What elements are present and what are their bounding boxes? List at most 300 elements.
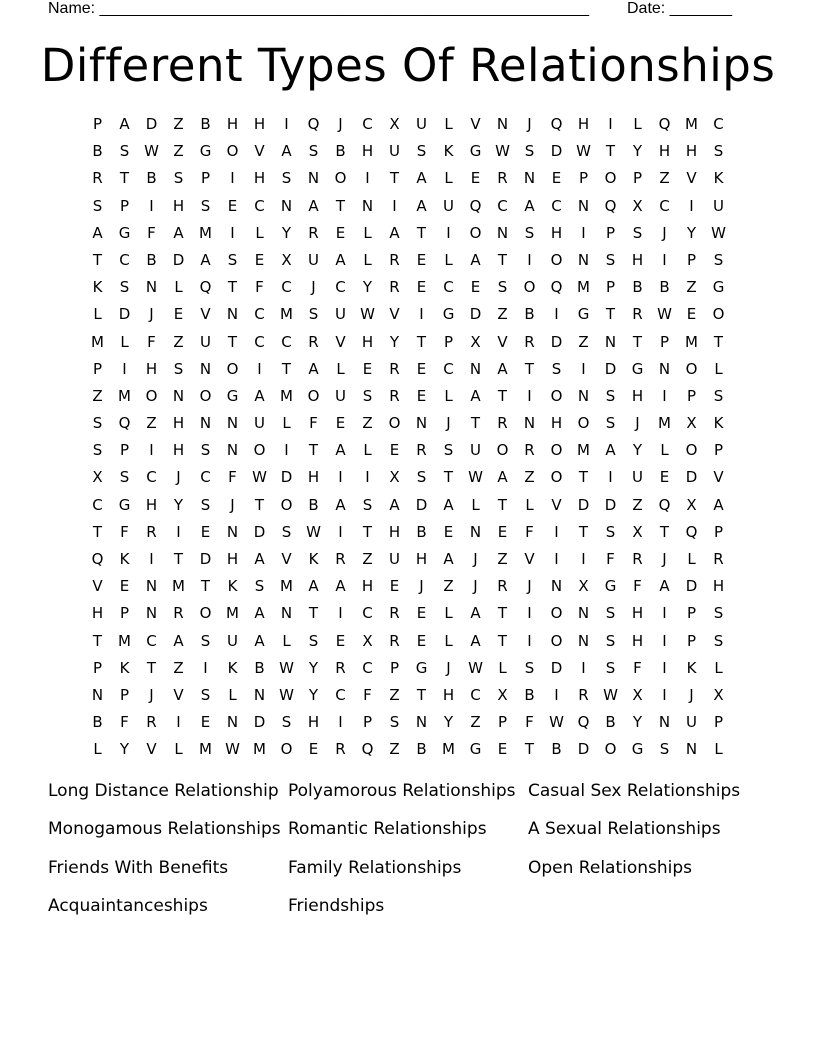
grid-letter[interactable]: Y <box>632 441 643 460</box>
grid-letter[interactable]: L <box>714 740 723 759</box>
grid-letter[interactable]: O <box>496 441 509 460</box>
grid-letter[interactable]: O <box>307 386 320 405</box>
grid-letter[interactable]: S <box>416 468 427 487</box>
grid-letter[interactable]: R <box>389 278 400 297</box>
grid-letter[interactable]: I <box>554 685 559 704</box>
grid-letter[interactable]: S <box>605 386 616 405</box>
grid-letter[interactable]: J <box>149 685 154 704</box>
grid-letter[interactable]: S <box>200 631 211 650</box>
grid-letter[interactable]: P <box>632 169 643 188</box>
grid-letter[interactable]: N <box>577 631 590 650</box>
grid-letter[interactable]: H <box>361 332 374 351</box>
grid-letter[interactable]: V <box>200 305 211 324</box>
grid-letter[interactable]: U <box>686 713 697 732</box>
grid-letter[interactable]: A <box>308 577 319 596</box>
grid-letter[interactable]: Z <box>92 386 103 405</box>
grid-letter[interactable]: G <box>415 658 428 677</box>
grid-letter[interactable]: N <box>280 196 293 215</box>
grid-letter[interactable]: S <box>632 223 643 242</box>
grid-letter[interactable]: T <box>227 332 238 351</box>
grid-letter[interactable]: X <box>470 332 481 351</box>
grid-letter[interactable]: R <box>389 359 400 378</box>
grid-letter[interactable]: H <box>253 115 266 133</box>
grid-letter[interactable]: A <box>335 441 346 460</box>
grid-letter[interactable]: H <box>172 196 185 215</box>
grid-letter[interactable]: W <box>495 142 510 161</box>
grid-letter[interactable]: Z <box>173 332 184 351</box>
grid-letter[interactable]: L <box>255 223 264 242</box>
grid-letter[interactable]: T <box>335 196 346 215</box>
grid-letter[interactable]: N <box>199 414 212 433</box>
grid-letter[interactable]: M <box>442 740 455 759</box>
grid-letter[interactable]: S <box>281 169 292 188</box>
grid-letter[interactable]: X <box>686 414 697 433</box>
grid-letter[interactable]: B <box>524 305 535 324</box>
grid-letter[interactable]: D <box>280 468 293 487</box>
grid-letter[interactable]: I <box>392 196 397 215</box>
grid-letter[interactable]: A <box>254 386 265 405</box>
grid-letter[interactable]: P <box>443 332 454 351</box>
grid-letter[interactable]: L <box>444 604 453 623</box>
grid-letter[interactable]: P <box>119 685 130 704</box>
grid-letter[interactable]: S <box>605 604 616 623</box>
grid-letter[interactable]: H <box>550 414 563 433</box>
grid-letter[interactable]: L <box>363 441 372 460</box>
grid-letter[interactable]: C <box>659 196 670 215</box>
grid-letter[interactable]: I <box>419 305 424 324</box>
grid-letter[interactable]: H <box>658 142 671 161</box>
grid-letter[interactable]: M <box>226 604 239 623</box>
grid-letter[interactable]: J <box>176 468 181 487</box>
grid-letter[interactable]: M <box>199 223 212 242</box>
grid-letter[interactable]: I <box>608 115 613 133</box>
grid-letter[interactable]: T <box>443 468 454 487</box>
grid-letter[interactable]: Z <box>632 495 643 514</box>
grid-letter[interactable]: P <box>713 522 724 541</box>
grid-letter[interactable]: I <box>230 169 235 188</box>
grid-letter[interactable]: S <box>92 414 103 433</box>
grid-letter[interactable]: Q <box>199 278 212 297</box>
grid-letter[interactable]: H <box>712 577 725 596</box>
grid-letter[interactable]: O <box>199 386 212 405</box>
grid-letter[interactable]: O <box>226 359 239 378</box>
grid-letter[interactable]: A <box>308 196 319 215</box>
grid-letter[interactable]: D <box>577 495 590 514</box>
grid-letter[interactable]: T <box>578 468 589 487</box>
grid-letter[interactable]: N <box>226 713 239 732</box>
grid-letter[interactable]: I <box>662 604 667 623</box>
grid-letter[interactable]: U <box>335 305 346 324</box>
grid-letter[interactable]: L <box>471 495 480 514</box>
grid-letter[interactable]: L <box>660 441 669 460</box>
date-field-label[interactable]: Date: _______ <box>627 0 732 17</box>
grid-letter[interactable]: J <box>149 305 154 324</box>
grid-letter[interactable]: M <box>280 386 293 405</box>
grid-letter[interactable]: R <box>497 577 508 596</box>
grid-letter[interactable]: S <box>200 685 211 704</box>
grid-letter[interactable]: D <box>199 550 212 568</box>
grid-letter[interactable]: H <box>307 713 320 732</box>
grid-letter[interactable]: T <box>632 332 643 351</box>
grid-letter[interactable]: R <box>146 713 157 732</box>
grid-letter[interactable]: I <box>554 305 559 324</box>
grid-letter[interactable]: T <box>254 495 265 514</box>
grid-letter[interactable]: I <box>203 658 208 677</box>
grid-letter[interactable]: D <box>604 495 617 514</box>
grid-letter[interactable]: A <box>713 495 724 514</box>
grid-letter[interactable]: C <box>443 359 454 378</box>
grid-letter[interactable]: N <box>199 359 212 378</box>
grid-letter[interactable]: Z <box>389 740 400 759</box>
grid-letter[interactable]: V <box>686 169 697 188</box>
grid-letter[interactable]: C <box>200 468 211 487</box>
grid-letter[interactable]: T <box>497 495 508 514</box>
grid-letter[interactable]: C <box>254 196 265 215</box>
grid-letter[interactable]: F <box>147 332 156 351</box>
grid-letter[interactable]: J <box>473 550 478 568</box>
grid-letter[interactable]: M <box>280 577 293 596</box>
grid-letter[interactable]: E <box>389 441 400 460</box>
grid-letter[interactable]: K <box>713 169 724 188</box>
grid-letter[interactable]: L <box>93 305 102 324</box>
grid-letter[interactable]: J <box>689 685 694 704</box>
grid-letter[interactable]: K <box>713 414 724 433</box>
grid-letter[interactable]: G <box>118 495 131 514</box>
grid-letter[interactable]: E <box>416 359 427 378</box>
grid-letter[interactable]: V <box>173 685 184 704</box>
grid-letter[interactable]: A <box>524 196 535 215</box>
grid-letter[interactable]: P <box>119 441 130 460</box>
grid-letter[interactable]: J <box>338 115 343 133</box>
grid-letter[interactable]: E <box>551 169 562 188</box>
name-field-label[interactable]: Name: _______________________________________________________ <box>48 0 589 17</box>
grid-letter[interactable]: Q <box>118 414 131 433</box>
grid-letter[interactable]: W <box>279 685 294 704</box>
grid-letter[interactable]: U <box>308 250 319 269</box>
grid-letter[interactable]: C <box>551 196 562 215</box>
grid-letter[interactable]: P <box>686 631 697 650</box>
grid-letter[interactable]: R <box>335 740 346 759</box>
grid-letter[interactable]: I <box>257 359 262 378</box>
grid-letter[interactable]: A <box>389 223 400 242</box>
grid-letter[interactable]: Y <box>632 142 643 161</box>
grid-letter[interactable]: O <box>712 305 725 324</box>
grid-letter[interactable]: V <box>146 740 157 759</box>
grid-letter[interactable]: D <box>145 115 158 133</box>
grid-letter[interactable]: R <box>632 305 643 324</box>
grid-letter[interactable]: S <box>605 658 616 677</box>
grid-letter[interactable]: A <box>416 196 427 215</box>
grid-letter[interactable]: I <box>338 713 343 732</box>
grid-letter[interactable]: O <box>199 604 212 623</box>
grid-letter[interactable]: Y <box>632 713 643 732</box>
grid-letter[interactable]: D <box>577 740 590 759</box>
grid-letter[interactable]: R <box>578 685 589 704</box>
grid-letter[interactable]: I <box>338 604 343 623</box>
grid-letter[interactable]: E <box>335 223 346 242</box>
grid-letter[interactable]: N <box>415 713 428 732</box>
grid-letter[interactable]: D <box>685 577 698 596</box>
grid-letter[interactable]: S <box>362 386 373 405</box>
grid-letter[interactable]: O <box>550 441 563 460</box>
grid-letter[interactable]: S <box>254 577 265 596</box>
grid-letter[interactable]: N <box>577 386 590 405</box>
grid-letter[interactable]: I <box>608 468 613 487</box>
grid-letter[interactable]: L <box>444 386 453 405</box>
grid-letter[interactable]: I <box>176 713 181 732</box>
grid-letter[interactable]: S <box>119 142 130 161</box>
grid-letter[interactable]: C <box>281 332 292 351</box>
grid-letter[interactable]: T <box>173 550 184 568</box>
grid-letter[interactable]: Y <box>308 658 319 677</box>
grid-letter[interactable]: I <box>149 441 154 460</box>
grid-letter[interactable]: L <box>120 332 129 351</box>
grid-letter[interactable]: B <box>92 713 103 732</box>
grid-letter[interactable]: O <box>469 223 482 242</box>
grid-letter[interactable]: Q <box>550 115 563 133</box>
grid-letter[interactable]: O <box>145 386 158 405</box>
grid-letter[interactable]: A <box>335 577 346 596</box>
grid-letter[interactable]: A <box>659 577 670 596</box>
grid-letter[interactable]: A <box>416 169 427 188</box>
grid-letter[interactable]: J <box>527 115 532 133</box>
grid-letter[interactable]: W <box>576 142 591 161</box>
grid-letter[interactable]: S <box>713 631 724 650</box>
grid-letter[interactable]: F <box>147 223 156 242</box>
grid-letter[interactable]: A <box>605 441 616 460</box>
grid-letter[interactable]: F <box>120 522 129 541</box>
grid-letter[interactable]: N <box>469 522 482 541</box>
grid-letter[interactable]: W <box>549 713 564 732</box>
grid-letter[interactable]: H <box>172 414 185 433</box>
grid-letter[interactable]: A <box>254 631 265 650</box>
grid-letter[interactable]: R <box>146 522 157 541</box>
grid-letter[interactable]: B <box>92 142 103 161</box>
grid-letter[interactable]: X <box>497 685 508 704</box>
grid-letter[interactable]: C <box>146 468 157 487</box>
grid-letter[interactable]: A <box>389 495 400 514</box>
grid-letter[interactable]: E <box>497 522 508 541</box>
grid-letter[interactable]: Z <box>443 577 454 596</box>
grid-letter[interactable]: G <box>199 142 212 161</box>
grid-letter[interactable]: L <box>714 658 723 677</box>
grid-letter[interactable]: B <box>551 740 562 759</box>
grid-letter[interactable]: J <box>635 414 640 433</box>
grid-letter[interactable]: K <box>119 658 130 677</box>
grid-letter[interactable]: O <box>577 414 590 433</box>
grid-letter[interactable]: O <box>280 740 293 759</box>
grid-letter[interactable]: L <box>282 414 291 433</box>
grid-letter[interactable]: K <box>119 550 130 568</box>
grid-letter[interactable]: T <box>200 577 211 596</box>
grid-letter[interactable]: M <box>577 441 590 460</box>
grid-letter[interactable]: H <box>631 604 644 623</box>
grid-letter[interactable]: S <box>713 386 724 405</box>
grid-letter[interactable]: T <box>362 522 373 541</box>
grid-letter[interactable]: B <box>146 250 157 269</box>
grid-letter[interactable]: R <box>632 550 643 568</box>
grid-letter[interactable]: H <box>631 631 644 650</box>
grid-letter[interactable]: O <box>685 441 698 460</box>
grid-letter[interactable]: C <box>254 332 265 351</box>
grid-letter[interactable]: H <box>145 359 158 378</box>
grid-letter[interactable]: E <box>335 414 346 433</box>
grid-letter[interactable]: S <box>443 441 454 460</box>
grid-letter[interactable]: T <box>416 685 427 704</box>
grid-letter[interactable]: B <box>335 142 346 161</box>
grid-letter[interactable]: Q <box>658 115 671 133</box>
grid-letter[interactable]: P <box>119 604 130 623</box>
grid-letter[interactable]: N <box>307 169 320 188</box>
grid-letter[interactable]: S <box>119 278 130 297</box>
grid-letter[interactable]: C <box>335 278 346 297</box>
grid-letter[interactable]: F <box>633 577 642 596</box>
grid-letter[interactable]: T <box>605 305 616 324</box>
grid-letter[interactable]: D <box>550 332 563 351</box>
grid-letter[interactable]: T <box>524 740 535 759</box>
grid-letter[interactable]: J <box>662 223 667 242</box>
grid-letter[interactable]: V <box>713 468 724 487</box>
grid-letter[interactable]: L <box>228 685 237 704</box>
grid-letter[interactable]: S <box>119 468 130 487</box>
grid-letter[interactable]: C <box>92 495 103 514</box>
grid-letter[interactable]: E <box>416 386 427 405</box>
grid-letter[interactable]: O <box>604 740 617 759</box>
grid-letter[interactable]: L <box>444 169 453 188</box>
grid-letter[interactable]: W <box>603 685 618 704</box>
grid-letter[interactable]: K <box>227 577 238 596</box>
grid-letter[interactable]: N <box>496 223 509 242</box>
grid-letter[interactable]: T <box>92 250 103 269</box>
grid-letter[interactable]: F <box>363 685 372 704</box>
grid-letter[interactable]: Q <box>685 522 698 541</box>
grid-letter[interactable]: A <box>335 495 346 514</box>
grid-letter[interactable]: O <box>226 142 239 161</box>
grid-letter[interactable]: Z <box>497 305 508 324</box>
grid-letter[interactable]: L <box>498 658 507 677</box>
grid-letter[interactable]: O <box>280 495 293 514</box>
grid-letter[interactable]: Z <box>470 713 481 732</box>
grid-letter[interactable]: T <box>470 414 481 433</box>
grid-letter[interactable]: V <box>551 495 562 514</box>
grid-letter[interactable]: U <box>335 386 346 405</box>
grid-letter[interactable]: W <box>144 142 159 161</box>
grid-letter[interactable]: R <box>389 386 400 405</box>
grid-letter[interactable]: Y <box>389 332 400 351</box>
grid-letter[interactable]: C <box>119 250 130 269</box>
grid-letter[interactable]: B <box>632 278 643 297</box>
grid-letter[interactable]: H <box>226 115 239 133</box>
grid-letter[interactable]: R <box>308 223 319 242</box>
grid-letter[interactable]: B <box>659 278 670 297</box>
grid-letter[interactable]: E <box>362 359 373 378</box>
grid-letter[interactable]: Z <box>173 115 184 133</box>
grid-letter[interactable]: S <box>92 441 103 460</box>
grid-letter[interactable]: N <box>145 278 158 297</box>
grid-letter[interactable]: L <box>174 740 183 759</box>
grid-letter[interactable]: S <box>416 142 427 161</box>
grid-letter[interactable]: O <box>388 414 401 433</box>
grid-letter[interactable]: A <box>335 250 346 269</box>
grid-letter[interactable]: W <box>711 223 726 242</box>
grid-letter[interactable]: I <box>662 250 667 269</box>
grid-letter[interactable]: E <box>227 196 238 215</box>
grid-letter[interactable]: N <box>577 250 590 269</box>
grid-letter[interactable]: K <box>308 550 319 568</box>
grid-letter[interactable]: T <box>227 278 238 297</box>
grid-letter[interactable]: V <box>335 332 346 351</box>
grid-letter[interactable]: G <box>577 305 590 324</box>
grid-letter[interactable]: W <box>468 658 483 677</box>
grid-letter[interactable]: R <box>173 604 184 623</box>
grid-letter[interactable]: N <box>280 604 293 623</box>
grid-letter[interactable]: D <box>253 522 266 541</box>
grid-letter[interactable]: S <box>659 740 670 759</box>
grid-letter[interactable]: C <box>281 278 292 297</box>
grid-letter[interactable]: E <box>200 713 211 732</box>
grid-letter[interactable]: L <box>363 250 372 269</box>
grid-letter[interactable]: M <box>658 414 671 433</box>
grid-letter[interactable]: N <box>604 332 617 351</box>
grid-letter[interactable]: O <box>334 169 347 188</box>
grid-letter[interactable]: X <box>713 685 724 704</box>
grid-letter[interactable]: Z <box>389 685 400 704</box>
grid-letter[interactable]: R <box>497 169 508 188</box>
grid-letter[interactable]: P <box>578 169 589 188</box>
grid-letter[interactable]: T <box>119 169 130 188</box>
grid-letter[interactable]: Q <box>658 495 671 514</box>
grid-letter[interactable]: A <box>254 550 265 568</box>
grid-letter[interactable]: R <box>335 550 346 568</box>
grid-letter[interactable]: S <box>551 359 562 378</box>
grid-letter[interactable]: A <box>200 250 211 269</box>
grid-letter[interactable]: I <box>122 359 127 378</box>
grid-letter[interactable]: U <box>389 142 400 161</box>
grid-letter[interactable]: Q <box>550 278 563 297</box>
grid-letter[interactable]: M <box>685 332 698 351</box>
grid-letter[interactable]: P <box>362 713 373 732</box>
grid-letter[interactable]: E <box>119 577 130 596</box>
grid-letter[interactable]: P <box>605 223 616 242</box>
grid-letter[interactable]: A <box>470 631 481 650</box>
grid-letter[interactable]: T <box>497 250 508 269</box>
grid-letter[interactable]: U <box>254 414 265 433</box>
grid-letter[interactable]: U <box>227 631 238 650</box>
grid-letter[interactable]: N <box>253 685 266 704</box>
grid-letter[interactable]: A <box>173 223 184 242</box>
grid-letter[interactable]: M <box>199 740 212 759</box>
grid-letter[interactable]: E <box>416 250 427 269</box>
grid-letter[interactable]: E <box>254 250 265 269</box>
grid-letter[interactable]: R <box>497 414 508 433</box>
grid-letter[interactable]: M <box>253 740 266 759</box>
grid-letter[interactable]: N <box>550 577 563 596</box>
grid-letter[interactable]: B <box>605 713 616 732</box>
grid-letter[interactable]: L <box>714 359 723 378</box>
grid-letter[interactable]: U <box>713 196 724 215</box>
grid-letter[interactable]: L <box>93 740 102 759</box>
grid-letter[interactable]: T <box>578 522 589 541</box>
grid-letter[interactable]: S <box>524 658 535 677</box>
grid-letter[interactable]: Y <box>686 223 697 242</box>
grid-letter[interactable]: I <box>662 685 667 704</box>
grid-letter[interactable]: P <box>605 278 616 297</box>
grid-letter[interactable]: B <box>416 740 427 759</box>
grid-letter[interactable]: N <box>685 740 698 759</box>
grid-letter[interactable]: H <box>685 142 698 161</box>
grid-letter[interactable]: L <box>336 359 345 378</box>
grid-letter[interactable]: Q <box>91 550 104 568</box>
